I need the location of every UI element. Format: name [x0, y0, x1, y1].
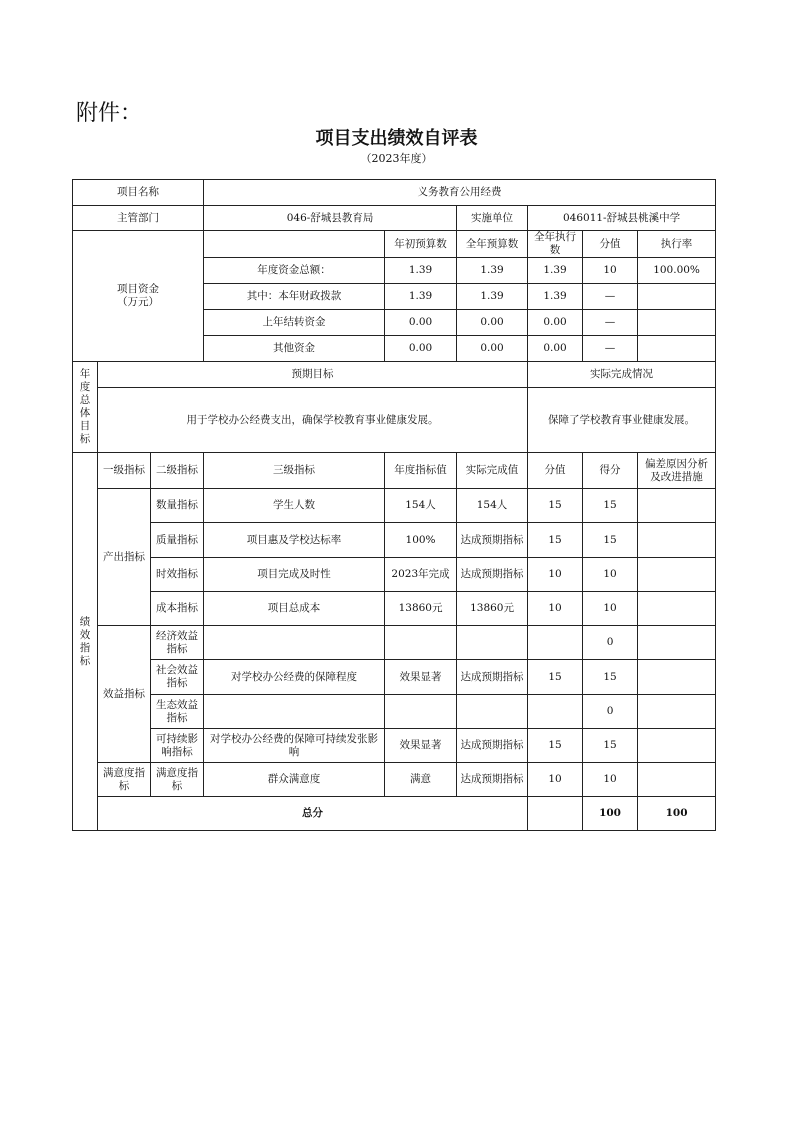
- funds-row-label: 年度资金总额：: [204, 258, 385, 284]
- indicator-row: [73, 729, 716, 763]
- target-cell: 2023年完成: [385, 558, 457, 592]
- level3-cell: 项目总成本: [204, 592, 385, 626]
- dept-row: [73, 206, 716, 231]
- target-cell: 154人: [385, 489, 457, 523]
- dept-value: 046-舒城县教育局: [204, 206, 457, 231]
- funds-annual: 0.00: [457, 336, 528, 362]
- funds-rate: [638, 336, 716, 362]
- note-cell: [638, 489, 716, 523]
- level3-cell: 项目完成及时性: [204, 558, 385, 592]
- evaluation-table: [72, 179, 716, 831]
- actual-cell: 达成预期指标: [457, 729, 528, 763]
- value-cell: 15: [528, 729, 583, 763]
- value-cell: 15: [528, 489, 583, 523]
- funds-label: [73, 231, 204, 362]
- value-cell: 10: [528, 763, 583, 797]
- header-score: 得分: [583, 453, 638, 489]
- level3-cell: [204, 695, 385, 729]
- funds-initial: 0.00: [385, 336, 457, 362]
- funds-header-initial: 年初预算数: [385, 231, 457, 258]
- level3-cell: 对学校办公经费的保障可持续发张影响: [204, 729, 385, 763]
- level3-cell: [204, 626, 385, 660]
- actual-cell: 154人: [457, 489, 528, 523]
- actual-cell: [457, 626, 528, 660]
- level2-cell: 数量指标: [151, 489, 204, 523]
- value-cell: [528, 695, 583, 729]
- expected-goal: 用于学校办公经费支出，确保学校教育事业健康发展。: [98, 388, 528, 453]
- score-cell: 0: [583, 695, 638, 729]
- note-cell: [638, 523, 716, 558]
- actual-cell: 达成预期指标: [457, 558, 528, 592]
- goals-side-label-text: 年 度 总 体 目 标: [79, 368, 91, 445]
- unit-label: 实施单位: [457, 206, 528, 231]
- funds-score-value: 10: [583, 258, 638, 284]
- header-level3: 三级指标: [204, 453, 385, 489]
- funds-header-executed: 全年执行数: [528, 231, 583, 258]
- target-cell: 满意: [385, 763, 457, 797]
- satisfaction-indicators-label: 满意度指标: [98, 763, 151, 797]
- indicators-side-label: [73, 453, 98, 831]
- score-cell: 15: [583, 729, 638, 763]
- indicator-row: [73, 489, 716, 523]
- value-cell: 10: [528, 558, 583, 592]
- funds-rate: [638, 310, 716, 336]
- level3-cell: 学生人数: [204, 489, 385, 523]
- year-subtitle: （2023年度）: [360, 152, 433, 165]
- level3-cell: 对学校办公经费的保障程度: [204, 660, 385, 695]
- target-cell: [385, 626, 457, 660]
- funds-header-score-value: 分值: [583, 231, 638, 258]
- header-value: 分值: [528, 453, 583, 489]
- note-cell: [638, 558, 716, 592]
- header-target: 年度指标值: [385, 453, 457, 489]
- note-cell: [638, 729, 716, 763]
- funds-rate: [638, 284, 716, 310]
- value-cell: [528, 626, 583, 660]
- level2-cell: 生态效益指标: [151, 695, 204, 729]
- total-label: 总分: [98, 797, 528, 831]
- funds-executed: 1.39: [528, 284, 583, 310]
- score-cell: 15: [583, 489, 638, 523]
- note-cell: [638, 763, 716, 797]
- actual-cell: [457, 695, 528, 729]
- score-cell: 15: [583, 660, 638, 695]
- indicators-header-row: [73, 453, 716, 489]
- level2-cell: 可持续影响指标: [151, 729, 204, 763]
- level2-cell: 社会效益指标: [151, 660, 204, 695]
- funds-executed: 0.00: [528, 336, 583, 362]
- actual-cell: 达成预期指标: [457, 660, 528, 695]
- indicator-row: [73, 592, 716, 626]
- funds-score-value: —: [583, 310, 638, 336]
- note-cell: [638, 592, 716, 626]
- project-name-value: 义务教育公用经费: [204, 180, 716, 206]
- funds-label-text: 项目资金: [117, 283, 160, 295]
- indicator-row: [73, 626, 716, 660]
- level2-cell: 满意度指标: [151, 763, 204, 797]
- output-indicators-label: 产出指标: [98, 489, 151, 626]
- score-cell: 10: [583, 763, 638, 797]
- score-cell: 10: [583, 592, 638, 626]
- value-cell: 15: [528, 660, 583, 695]
- note-cell: [638, 626, 716, 660]
- value-cell: 10: [528, 592, 583, 626]
- value-cell: 15: [528, 523, 583, 558]
- target-cell: 100%: [385, 523, 457, 558]
- project-name-row: [73, 180, 716, 206]
- actual-cell: 达成预期指标: [457, 763, 528, 797]
- actual-goal: 保障了学校教育事业健康发展。: [528, 388, 716, 453]
- project-name-label: 项目名称: [73, 180, 204, 206]
- header-actual: 实际完成值: [457, 453, 528, 489]
- level2-cell: 成本指标: [151, 592, 204, 626]
- total-value: 100: [583, 797, 638, 831]
- page-title: 项目支出绩效自评表: [315, 128, 478, 149]
- funds-header-rate: 执行率: [638, 231, 716, 258]
- note-cell: [638, 660, 716, 695]
- funds-header-row: [73, 231, 716, 258]
- target-cell: [385, 695, 457, 729]
- goals-header-row: [73, 362, 716, 388]
- total-blank: [528, 797, 583, 831]
- note-cell: [638, 695, 716, 729]
- funds-header-blank: [204, 231, 385, 258]
- header-level1: 一级指标: [98, 453, 151, 489]
- funds-annual: 1.39: [457, 284, 528, 310]
- indicators-side-label-text: 绩 效 指 标: [79, 615, 91, 667]
- level2-cell: 时效指标: [151, 558, 204, 592]
- funds-annual: 1.39: [457, 258, 528, 284]
- funds-score-value: —: [583, 284, 638, 310]
- actual-cell: 13860元: [457, 592, 528, 626]
- funds-score-value: —: [583, 336, 638, 362]
- indicator-row: [73, 763, 716, 797]
- indicator-row: [73, 660, 716, 695]
- funds-executed: 1.39: [528, 258, 583, 284]
- indicator-row: [73, 523, 716, 558]
- expected-goal-header: 预期目标: [98, 362, 528, 388]
- goals-content-row: [73, 388, 716, 453]
- target-cell: 效果显著: [385, 660, 457, 695]
- attachment-label: 附件：: [76, 101, 143, 126]
- header-level2: 二级指标: [151, 453, 204, 489]
- level3-cell: 项目惠及学校达标率: [204, 523, 385, 558]
- level2-cell: 质量指标: [151, 523, 204, 558]
- actual-cell: 达成预期指标: [457, 523, 528, 558]
- score-cell: 10: [583, 558, 638, 592]
- score-cell: 15: [583, 523, 638, 558]
- level2-cell: 经济效益指标: [151, 626, 204, 660]
- funds-initial: 1.39: [385, 284, 457, 310]
- total-score: 100: [638, 797, 716, 831]
- funds-rate: 100.00%: [638, 258, 716, 284]
- goals-side-label: [73, 362, 98, 453]
- funds-unit: （万元）: [117, 296, 160, 308]
- funds-row-label: 其他资金: [204, 336, 385, 362]
- actual-goal-header: 实际完成情况: [528, 362, 716, 388]
- indicator-row: [73, 695, 716, 729]
- funds-executed: 0.00: [528, 310, 583, 336]
- funds-header-annual: 全年预算数: [457, 231, 528, 258]
- total-row: [73, 797, 716, 831]
- unit-value: 046011-舒城县桃溪中学: [528, 206, 716, 231]
- level3-cell: 群众满意度: [204, 763, 385, 797]
- funds-row-label: 上年结转资金: [204, 310, 385, 336]
- header-note: 偏差原因分析及改进措施: [638, 453, 716, 489]
- dept-label: 主管部门: [73, 206, 204, 231]
- indicator-row: [73, 558, 716, 592]
- funds-initial: 1.39: [385, 258, 457, 284]
- target-cell: 效果显著: [385, 729, 457, 763]
- target-cell: 13860元: [385, 592, 457, 626]
- funds-initial: 0.00: [385, 310, 457, 336]
- score-cell: 0: [583, 626, 638, 660]
- funds-row-label: 其中：本年财政拨款: [204, 284, 385, 310]
- funds-annual: 0.00: [457, 310, 528, 336]
- benefit-indicators-label: 效益指标: [98, 626, 151, 763]
